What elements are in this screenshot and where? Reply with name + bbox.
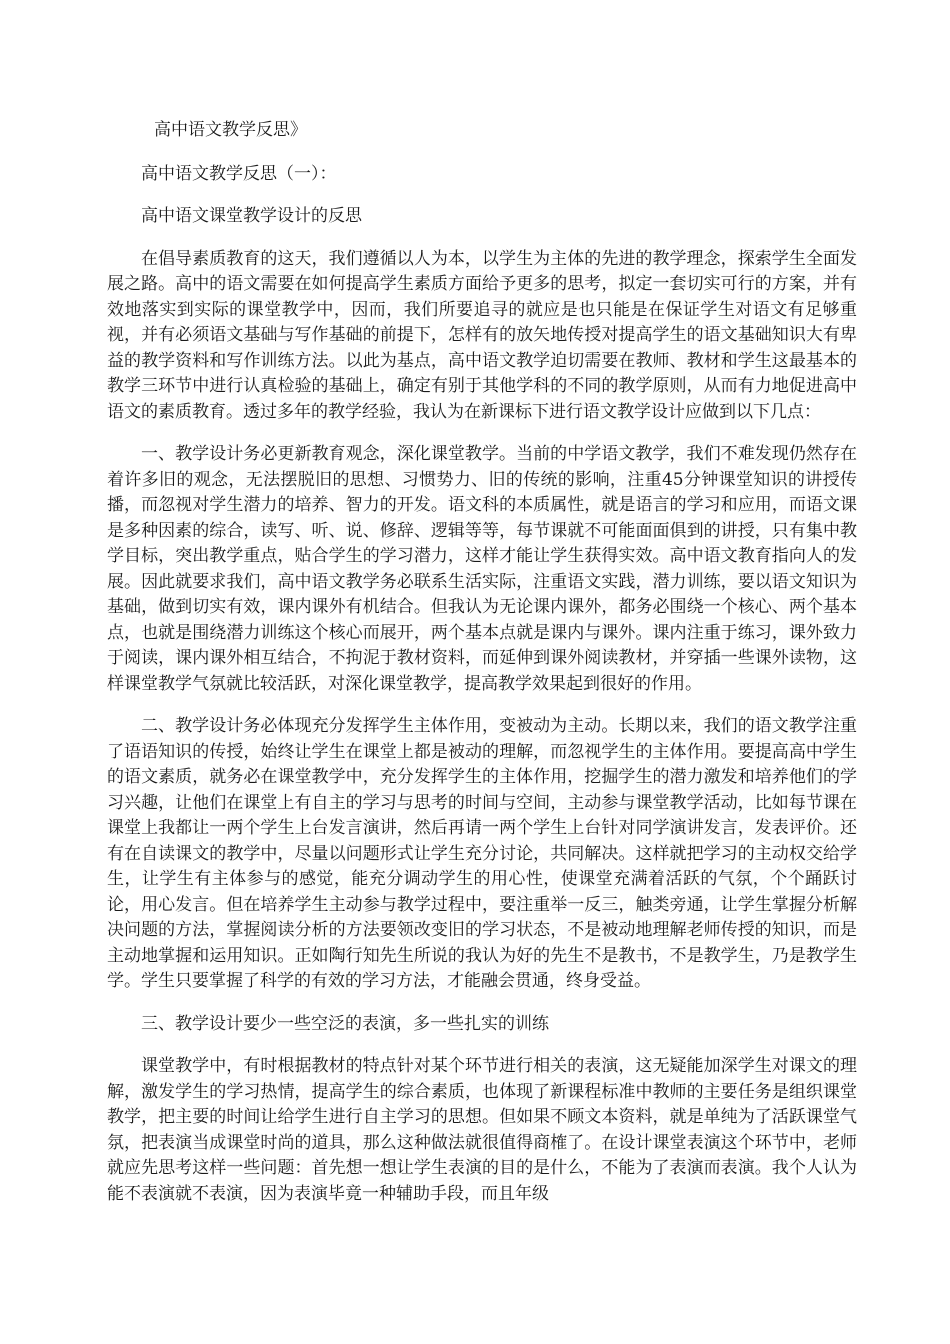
paragraph-point-two: 二、教学设计务必体现充分发挥学生主体作用，变被动为主动。长期以来，我们的语文教学注重了语语知识的传授，始终让学生在课堂上都是被动的理解，而忽视学生的主体作用。要提高高中学生的语文素质，就务必在课堂教学中，充分发挥学生的主体作用，挖掘学生的潜力激发和培养他们的学习兴趣，让他们在课堂上有自主的学习与思考的时间与空间，主动参与课堂教学活动，比如每节课在课堂上我都让一两个学生上台发言演讲，然后再请一两个学生上台针对同学演讲发言，发表评价。还有在自读课文的教学中，尽量以问题形式让学生充分讨论，共同解决。这样就把学习的主动权交给学生，让学生有主体参与的感觉，能充分调动学生的用心性，使课堂充满着活跃的气氛，个个踊跃讨论，用心发言。但在培养学生主动参与教学过程中，要注重举一反三，触类旁通，让学生掌握分析解决问题的方法，掌握阅读分析的方法要领改变旧的学习状态，不是被动地理解老师传授的知识，而是主动地掌握和运用知识。正如陶行知先生所说的我认为好的先生不是教书，不是教学生，乃是教学生学。学生只要掌握了科学的有效的学习方法，才能融会贯通，终身受益。 [107, 716, 857, 991]
section-heading: 高中语文课堂教学设计的反思 [141, 206, 362, 226]
document-title: 高中语文教学反思》 [154, 120, 307, 140]
paragraph-point-three-heading: 三、教学设计要少一些空泛的表演，多一些扎实的训练 [141, 1013, 549, 1034]
paragraph-intro: 在倡导素质教育的这天，我们遵循以人为本，以学生为主体的先进的教学理念，探索学生全面发展之路。高中的语文需要在如何提高学生素质方面给予更多的思考，拟定一套切实可行的方案，并有效地落实到实际的课堂教学中，因而，我们所要追寻的就应是也只能是在保证学生对语文有足够重视，并有必须语文基础与写作基础的前提下，怎样有的放矢地传授对提高学生的语文基础知识大有卑益的教学资料和写作训练方法。以此为基点，高中语文教学迫切需要在教师、教材和学生这最基本的教学三环节中进行认真检验的基础上，确定有别于其他学科的不同的教学原则，从而有力地促进高中语文的素质教育。透过多年的教学经验，我认为在新课标下进行语文教学设计应做到以下几点： [107, 248, 857, 422]
document-body [107, 118, 857, 1224]
paragraph-point-one: 一、教学设计务必更新教育观念，深化课堂教学。当前的中学语文教学，我们不难发现仍然存在着许多旧的观念，无法摆脱旧的思想、习惯势力、旧的传统的影响，注重45分钟课堂知识的讲授传播，而忽视对学生潜力的培养、智力的开发。语文科的本质属性，就是语言的学习和应用，而语文课是多种因素的综合，读写、听、说、修辞、逻辑等等，每节课就不可能面面俱到的讲授，只有集中教学目标，突出教学重点，贴合学生的学习潜力，这样才能让学生获得实效。高中语文教育指向人的发展。因此就要求我们，高中语文教学务必联系生活实际，注重语文实践，潜力训练，要以语文知识为基础，做到切实有效，课内课外有机结合。但我认为无论课内课外，都务必围绕一个核心、两个基本点，也就是围绕潜力训练这个核心而展开，两个基本点就是课内与课外。课内注重于练习，课外致力于阅读，课内课外相互结合，不拘泥于教材资料，而延伸到课外阅读教材，并穿插一些课外读物，这样课堂教学气氛就比较活跃，对深化课堂教学，提高教学效果起到很好的作用。 [107, 444, 857, 694]
document-subtitle: 高中语文教学反思（一）： [141, 163, 337, 184]
paragraph-point-three-body: 课堂教学中，有时根据教材的特点针对某个环节进行相关的表演，这无疑能加深学生对课文的理解，激发学生的学习热情，提高学生的综合素质，也体现了新课程标准中教师的主要任务是组织课堂教学，把主要的时间让给学生进行自主学习的思想。但如果不顾文本资料，就是单纯为了活跃课堂气氛，把表演当成课堂时尚的道具，那么这种做法就很值得商榷了。在设计课堂表演这个环节中，老师就应先思考这样一些问题：首先想一想让学生表演的目的是什么，不能为了表演而表演。我个人认为能不表演就不表演，因为表演毕竟一种辅助手段，而且年级 [107, 1056, 857, 1204]
